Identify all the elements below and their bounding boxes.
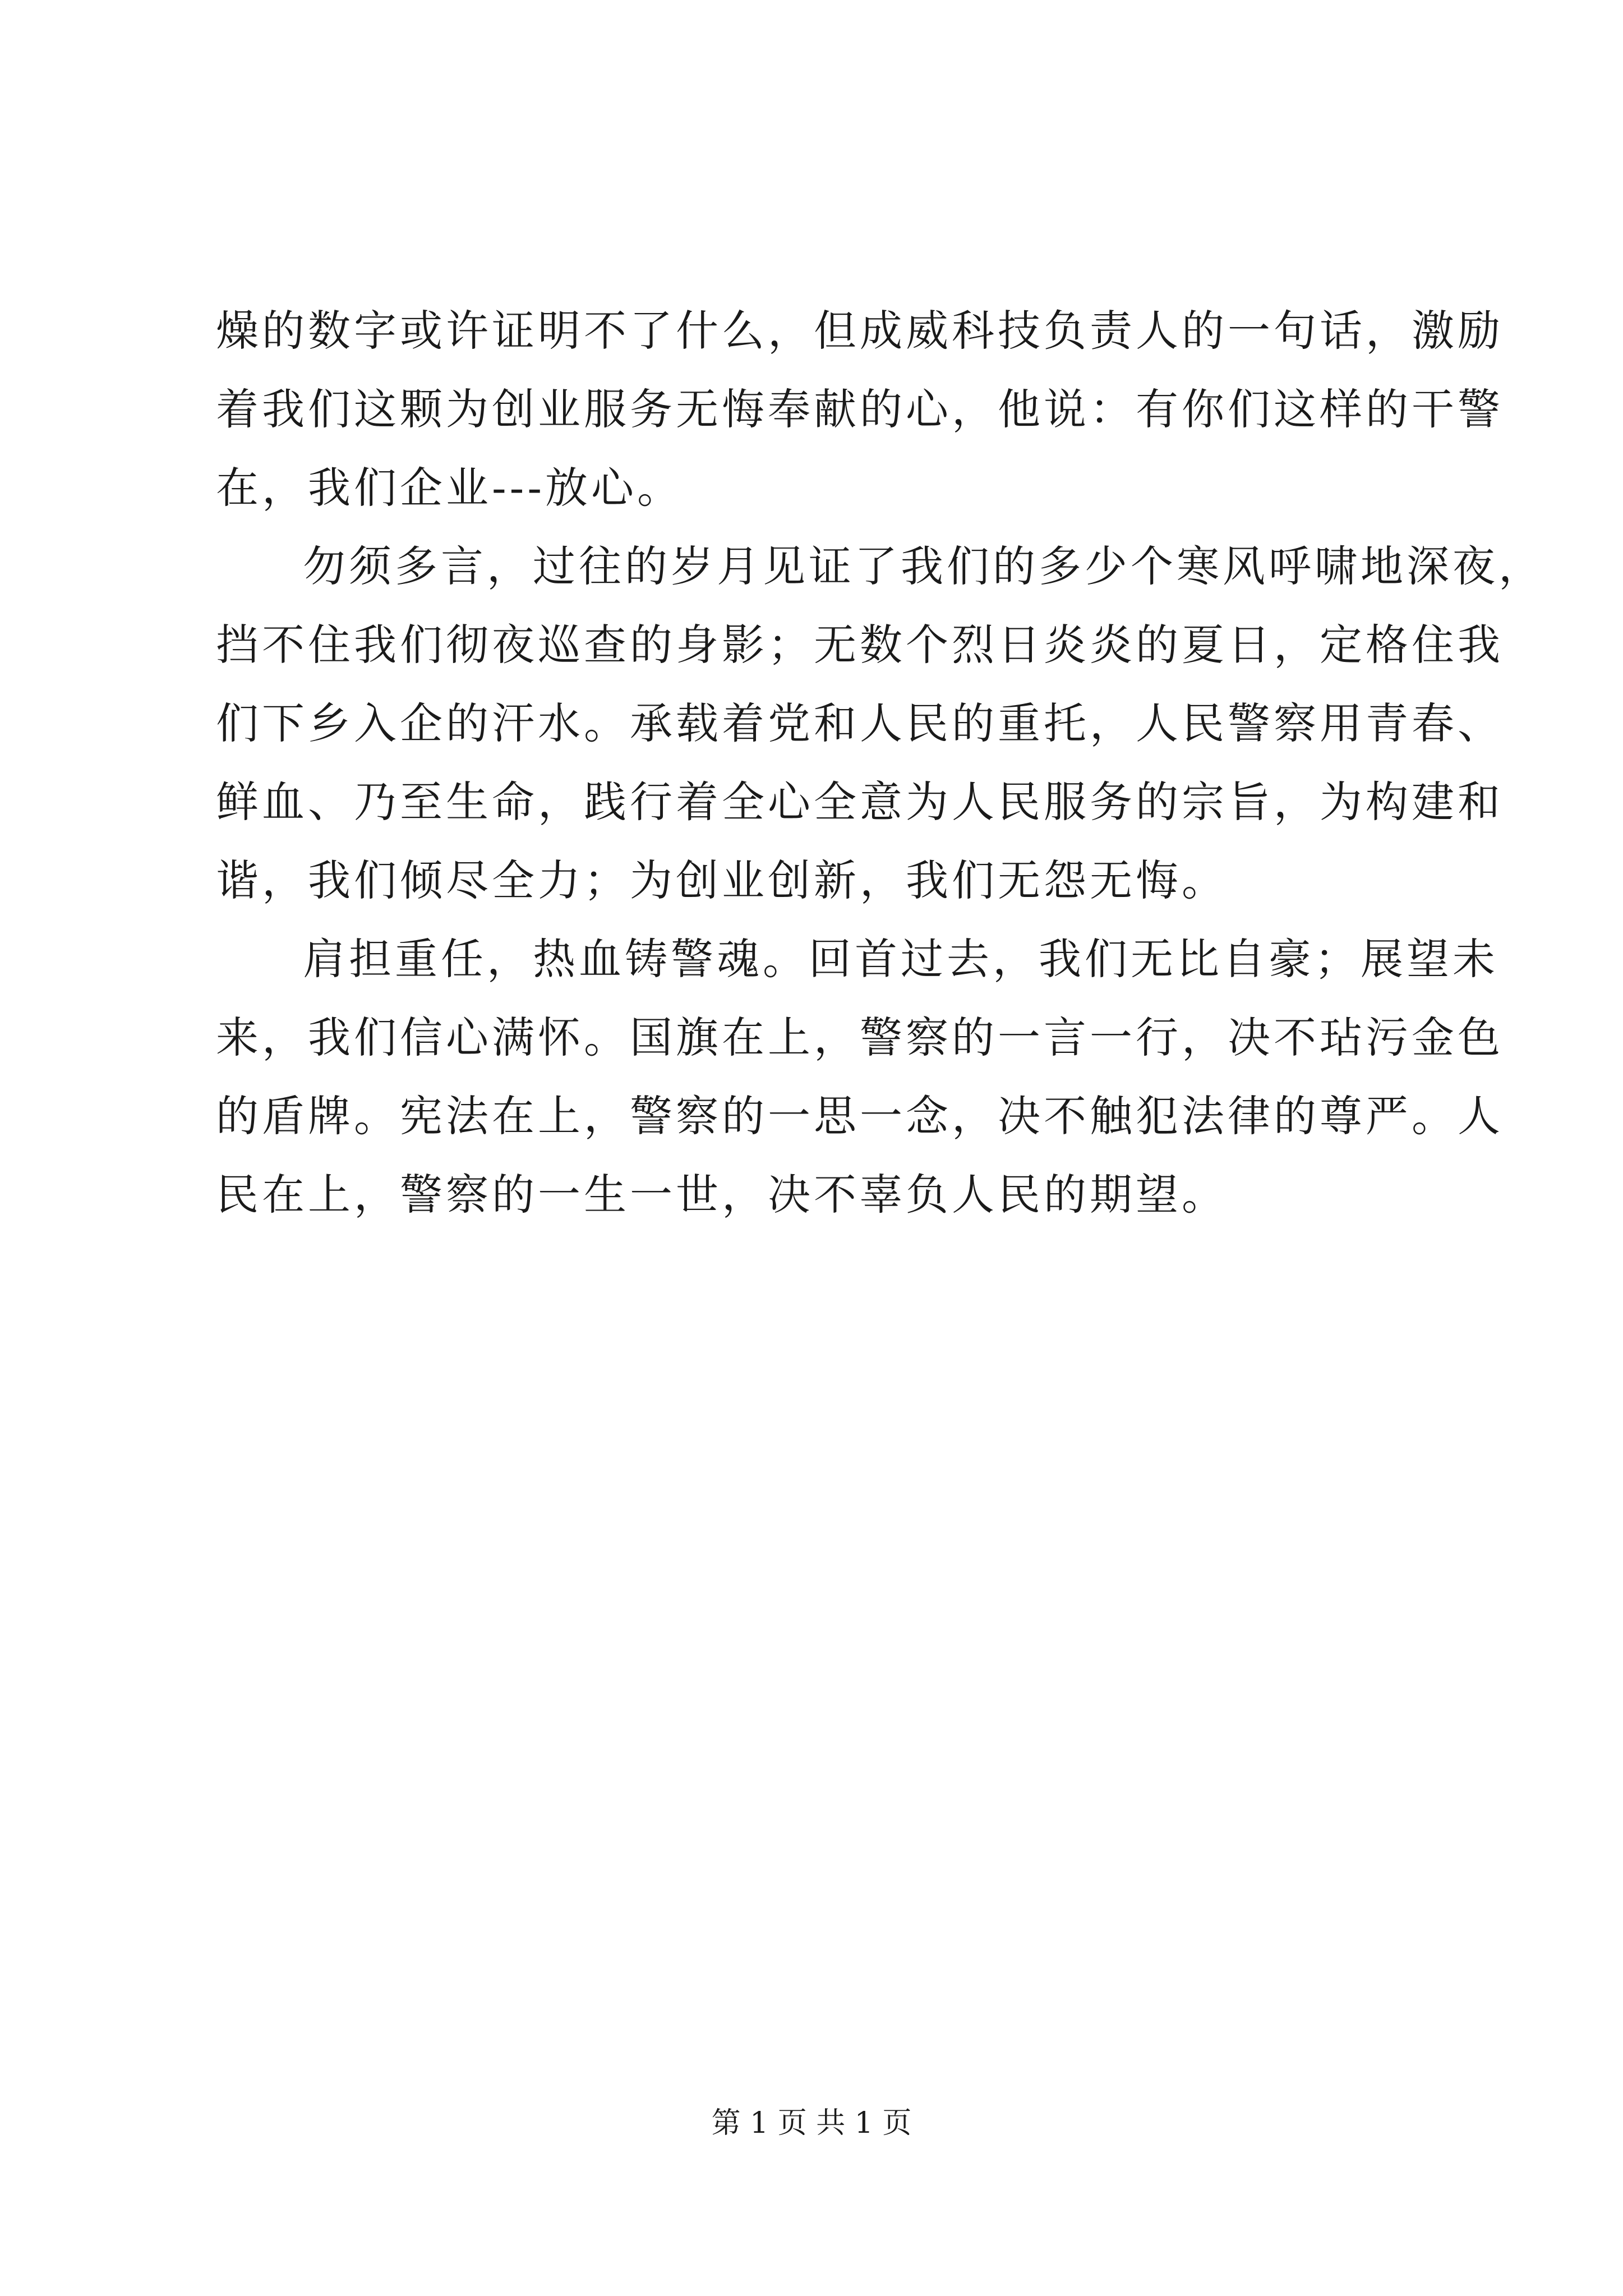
paragraph-1: [216, 292, 1504, 527]
text-line: 肩担重任，热血铸警魂。回首过去，我们无比自豪；展望未: [303, 934, 1498, 984]
text-line: 的盾牌。宪法在上，警察的一思一念，决不触犯法律的尊严。人: [216, 1091, 1504, 1141]
paragraph-3: [216, 920, 1504, 1234]
text-line: 民在上，警察的一生一世，决不辜负人民的期望。: [216, 1170, 1228, 1220]
text-line: 鲜血、乃至生命，践行着全心全意为人民服务的宗旨，为构建和: [216, 777, 1504, 827]
text-line: 谐，我们倾尽全力；为创业创新，我们无怨无悔。: [216, 855, 1228, 905]
paragraph-2: [216, 527, 1544, 920]
text-line: 来，我们信心满怀。国旗在上，警察的一言一行，决不玷污金色: [216, 1013, 1504, 1062]
text-line: 燥的数字或许证明不了什么，但成威科技负责人的一句话，激励: [216, 306, 1504, 356]
text-line: 勿须多言，过往的岁月见证了我们的多少个寒风呼啸地深夜，: [303, 541, 1544, 591]
text-line: 们下乡入企的汗水。承载着党和人民的重托，人民警察用青春、: [216, 698, 1504, 748]
text-line: 在，我们企业---放心。: [216, 463, 684, 513]
text-line: 挡不住我们彻夜巡查的身影；无数个烈日炎炎的夏日，定格住我: [216, 620, 1504, 670]
page-number-footer: 第 1 页 共 1 页: [711, 2106, 912, 2140]
text-line: 着我们这颗为创业服务无悔奉献的心，他说：有你们这样的干警: [216, 384, 1504, 434]
document-body: [216, 292, 1544, 1234]
